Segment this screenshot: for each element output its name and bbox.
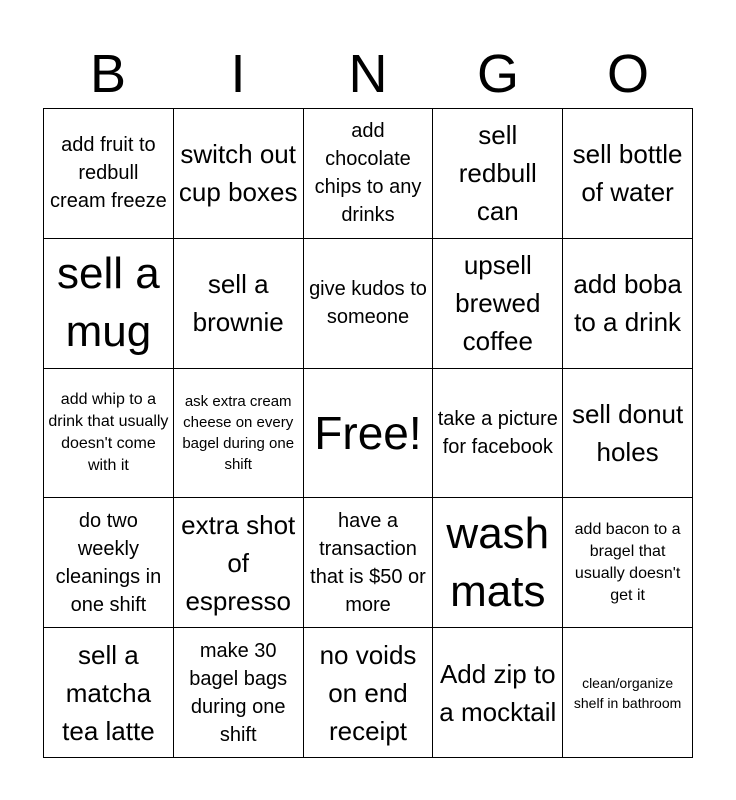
bingo-header <box>43 40 693 108</box>
bingo-cell: wash mats <box>433 498 563 628</box>
bingo-cell: add chocolate chips to any drinks <box>304 109 434 239</box>
bingo-cell: switch out cup boxes <box>174 109 304 239</box>
bingo-cell: Add zip to a mocktail <box>433 628 563 758</box>
bingo-cell: sell a matcha tea latte <box>44 628 174 758</box>
bingo-cell: sell donut holes <box>563 369 693 499</box>
bingo-cell: upsell brewed coffee <box>433 239 563 369</box>
bingo-cell: add whip to a drink that usually doesn't come with it <box>44 369 174 499</box>
bingo-grid <box>43 108 693 758</box>
bingo-cell: extra shot of espresso <box>174 498 304 628</box>
bingo-cell: add boba to a drink <box>563 239 693 369</box>
bingo-cell: sell a mug <box>44 239 174 369</box>
bingo-cell: ask extra cream cheese on every bagel during one shift <box>174 369 304 499</box>
header-letter-n: N <box>348 44 388 104</box>
header-letter-o: O <box>606 44 649 104</box>
bingo-cell: give kudos to someone <box>304 239 434 369</box>
bingo-cell: sell bottle of water <box>563 109 693 239</box>
bingo-cell: add fruit to redbull cream freeze <box>44 109 174 239</box>
bingo-cell: make 30 bagel bags during one shift <box>174 628 304 758</box>
bingo-cell: add bacon to a bragel that usually doesn't get it <box>563 498 693 628</box>
header-letter-i: I <box>230 44 246 104</box>
bingo-cell: no voids on end receipt <box>304 628 434 758</box>
free-space: Free! <box>304 369 434 499</box>
bingo-cell: have a transaction that is $50 or more <box>304 498 434 628</box>
bingo-cell: do two weekly cleanings in one shift <box>44 498 174 628</box>
bingo-cell: clean/organize shelf in bathroom <box>563 628 693 758</box>
header-letter-b: B <box>89 44 127 104</box>
header-letter-g: G <box>476 44 519 104</box>
bingo-cell: take a picture for facebook <box>433 369 563 499</box>
bingo-cell: sell redbull can <box>433 109 563 239</box>
bingo-cell: sell a brownie <box>174 239 304 369</box>
